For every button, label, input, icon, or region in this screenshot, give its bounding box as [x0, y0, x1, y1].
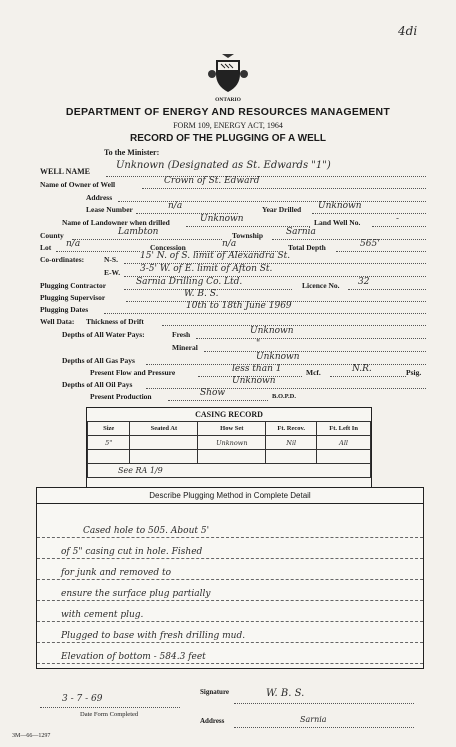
plugging-line-4[interactable]: ensure the surface plug partially — [61, 589, 211, 599]
signature-line — [234, 703, 414, 704]
oil-pays-value[interactable]: Unknown — [232, 376, 276, 386]
gas-pays-label: Depths of All Gas Pays — [62, 356, 135, 365]
footer-code: 3M—66—1297 — [12, 733, 51, 739]
casing-table — [87, 421, 371, 478]
fresh-label: Fresh — [172, 330, 191, 339]
address-line — [118, 201, 426, 202]
page-title: RECORD OF THE PLUGGING OF A WELL — [130, 133, 326, 144]
year-drilled-line — [312, 213, 426, 214]
address-bottom-line — [234, 727, 414, 728]
county-line — [72, 239, 222, 240]
ns-value[interactable]: 15' N. of S. limit of Alexandra St. — [140, 251, 291, 261]
psig-label: Psig. — [406, 368, 422, 377]
date-completed-line — [40, 707, 180, 708]
total-depth-label: Total Depth — [288, 243, 326, 252]
township-line — [272, 239, 426, 240]
land-well-no-line — [372, 226, 426, 227]
coordinates-label: Co-ordinates: — [40, 255, 85, 264]
plugging-line-1[interactable]: Cased hole to 505. About 5' — [83, 526, 210, 536]
flow-value[interactable]: less than 1 — [232, 364, 282, 374]
well-name-label: WELL NAME — [40, 167, 91, 176]
date-completed-label: Date Form Completed — [80, 711, 139, 718]
well-name-value[interactable]: Unknown (Designated as St. Edwards "1") — [116, 160, 331, 171]
owner-label: Name of Owner of Well — [40, 180, 116, 189]
lot-line — [56, 251, 140, 252]
casing-header-seated: Seated At — [130, 422, 198, 436]
ontario-crest-icon — [208, 52, 248, 96]
lot-value[interactable]: n/a — [66, 239, 81, 249]
casing-cell[interactable] — [88, 450, 130, 464]
gas-pays-value[interactable]: Unknown — [256, 352, 300, 362]
plugging-method-title: Describe Plugging Method in Complete Detail — [37, 488, 423, 504]
lease-number-label: Lease Number — [86, 205, 133, 214]
plugging-line-2[interactable]: of 5" casing cut in hole. Fished — [61, 547, 203, 557]
land-well-no-value[interactable]: - — [396, 214, 400, 224]
plugging-method-box — [36, 487, 424, 669]
licence-no-label: Licence No. — [302, 281, 340, 290]
pressure-value[interactable]: N.R. — [352, 364, 372, 374]
landowner-label: Name of Landowner when drilled — [62, 218, 170, 227]
township-label: Township — [232, 231, 263, 240]
lease-number-value[interactable]: n/a — [168, 201, 183, 211]
water-pays-label: Depths of All Water Pays: — [62, 330, 145, 339]
casing-header-size: Size — [88, 422, 130, 436]
casing-note[interactable]: See RA 1/9 — [88, 464, 371, 478]
casing-record-title: CASING RECORD — [195, 410, 263, 419]
casing-header-left-in: Ft. Left In — [317, 422, 371, 436]
flow-pressure-label: Present Flow and Pressure — [90, 368, 176, 377]
plugging-supervisor-label: Plugging Supervisor — [40, 293, 106, 302]
oil-pays-line — [146, 388, 426, 389]
plugging-dates-value[interactable]: 10th to 18th June 1969 — [186, 301, 292, 311]
plugging-line-7[interactable]: Elevation of bottom - 584.3 feet — [61, 652, 206, 662]
form-number: FORM 109, ENERGY ACT, 1964 — [173, 121, 283, 130]
county-value[interactable]: Lambton — [118, 227, 159, 237]
address-bottom-value[interactable]: Sarnia — [300, 715, 327, 724]
mineral-value[interactable]: " — [256, 339, 261, 349]
address-label: Address — [86, 193, 113, 202]
pressure-line — [330, 376, 406, 377]
casing-record-box — [86, 407, 372, 499]
production-line — [168, 400, 268, 401]
total-depth-value[interactable]: 565' — [360, 239, 380, 249]
casing-header-how-set: How Set — [198, 422, 266, 436]
owner-line — [142, 188, 426, 189]
table-row — [88, 450, 371, 464]
production-value[interactable]: Show — [200, 388, 226, 398]
land-well-no-label: Land Well No. — [314, 218, 361, 227]
fresh-line — [196, 338, 426, 339]
table-row — [88, 464, 371, 478]
plugging-line-3[interactable]: for junk and removed to — [61, 568, 172, 578]
concession-value[interactable]: n/a — [222, 239, 237, 249]
casing-cell[interactable]: Unknown — [198, 436, 266, 450]
year-drilled-value[interactable]: Unknown — [318, 201, 362, 211]
plugging-dates-label: Plugging Dates — [40, 305, 89, 314]
date-completed-value[interactable]: 3 - 7 - 69 — [62, 694, 103, 704]
casing-cell[interactable] — [317, 450, 371, 464]
licence-no-line — [348, 289, 426, 290]
ew-label: E-W. — [104, 268, 121, 277]
ns-label: N-S. — [104, 255, 118, 264]
to-minister-label: To the Minister: — [104, 148, 160, 157]
plugging-contractor-label: Plugging Contractor — [40, 281, 107, 290]
casing-cell[interactable] — [266, 450, 317, 464]
address-bottom-label: Address — [200, 717, 225, 725]
fresh-value[interactable]: Unknown — [250, 326, 294, 336]
signature-value[interactable]: W. B. S. — [266, 688, 305, 699]
plugging-dates-line — [104, 313, 426, 314]
year-drilled-label: Year Drilled — [262, 205, 302, 214]
township-value[interactable]: Sarnia — [286, 227, 316, 237]
well-name-line — [106, 176, 426, 177]
mineral-line — [204, 351, 426, 352]
casing-cell[interactable]: All — [317, 436, 371, 450]
plugging-contractor-value[interactable]: Sarnia Drilling Co. Ltd. — [136, 277, 243, 287]
casing-cell[interactable] — [198, 450, 266, 464]
casing-cell[interactable]: Nil — [266, 436, 317, 450]
casing-cell[interactable]: 5" — [88, 436, 130, 450]
licence-no-value[interactable]: 32 — [358, 277, 370, 287]
signature-label: Signature — [200, 688, 230, 696]
plugging-supervisor-value[interactable]: W. B. S. — [184, 289, 219, 299]
thickness-drift-line — [162, 325, 426, 326]
gas-pays-line — [146, 364, 426, 365]
production-label: Present Production — [90, 392, 152, 401]
corner-mark: 4di — [398, 24, 418, 38]
thickness-drift-label: Thickness of Drift — [86, 317, 144, 326]
bopd-label: B.O.P.D. — [272, 393, 296, 400]
landowner-value[interactable]: Unknown — [200, 214, 244, 224]
concession-label: Concession — [150, 243, 186, 252]
oil-pays-label: Depths of All Oil Pays — [62, 380, 133, 389]
well-data-label: Well Data: — [40, 317, 75, 326]
total-depth-line — [336, 251, 426, 252]
table-row — [88, 436, 371, 450]
casing-cell[interactable] — [130, 436, 198, 450]
department-heading: DEPARTMENT OF ENERGY AND RESOURCES MANAGEMENT — [65, 106, 391, 118]
plugging-line-6[interactable]: Plugged to base with fresh drilling mud. — [61, 631, 246, 641]
mcf-label: Mcf. — [306, 368, 321, 377]
casing-cell[interactable] — [130, 450, 198, 464]
lot-label: Lot — [40, 243, 52, 252]
casing-header-recov: Ft. Recov. — [266, 422, 317, 436]
crest-label: ONTARIO — [215, 97, 241, 103]
county-label: County — [40, 231, 64, 240]
mineral-label: Mineral — [172, 343, 198, 352]
plugging-lines — [37, 504, 423, 664]
ew-value[interactable]: 3-5' W. of E. limit of Afton St. — [140, 264, 273, 274]
owner-value[interactable]: Crown of St. Edward — [164, 176, 260, 186]
plugging-line-5[interactable]: with cement plug. — [61, 610, 144, 620]
